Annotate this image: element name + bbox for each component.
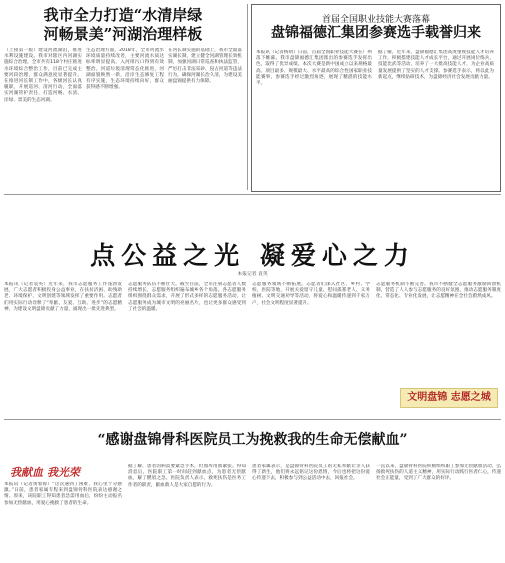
right-col-2: 据了解，近年来，盘锦福德汇集团高度重视技能人才培养工作，积极搭建技能人才成长平台，通过开展岗位练兵、技能比武等活动，培养了一大批高技能人才，为企业高质量发展提供了坚实的人才支撑。参赛选手表示，将以此为新起点，继续钻研技术，为盘锦经济社会发展贡献力量。 [378, 50, 494, 80]
bottom-col-1: 本报讯（记者黄蓉蓉）“这次遇到了困难，我心里十分感激。”日前，患者家属专程来到盘锦骨科医院表达感谢之情。原来，该院职工得知患者急需用血后，纷纷主动报名参加无偿献血，用爱心挽救了患者的生命。 [4, 482, 122, 506]
left-headline [8, 6, 238, 44]
section-rule-top [4, 194, 501, 195]
right-kicker: 首届全国职业技能大赛落幕 [321, 15, 430, 25]
volunteer-city-badge: 文明盘锦 志愿之城 [400, 388, 498, 408]
left-headline-line1: 我市全力打造“水清岸绿 [43, 6, 203, 24]
middle-col-2: 志愿服务队伍不断壮大。截至目前，全市注册志愿者人数持续增长，志愿服务组织遍布城乡各个角落。各志愿服务组织围绕群众需求，开展了形式多样的志愿服务活动，让志愿服务成为城市文明的亮丽名片，也让更多群众感受到了社会的温暖。 [128, 282, 246, 312]
middle-col-4: 志愿服务机制不断完善。我市不断健全志愿服务激励回馈机制，营造了人人参与志愿服务的良好氛围，推动志愿服务制度化、常态化、专业化发展，让志愿精神在全社会蔚然成风。 [376, 282, 501, 300]
left-col-3: 在河长制实施的基础上，我市全面落实湖长制，建立健全河湖管理长效机制，加强河湖日常巡查和执法监管，严厉打击非法采砂、侵占河道等违法行为，确保河湖长治久清，为建设美丽盘锦提供有力保障。 [168, 48, 242, 85]
left-col-2: 生态治理方面，2018年，全市河流水环境质量持续改善，主要河流水质达标率明显提高，入河排污口得到有效整治，河道垃圾清理常态化推进，河湖面貌焕然一新，沿岸生态修复工程有序实施，生态环境持续向好，群众获得感不断增强。 [86, 48, 164, 91]
section-rule-bottom [4, 419, 501, 420]
left-headline-line2: 河畅景美”河湖治理样板 [43, 25, 203, 43]
blood-donation-tag: 我献血 我光荣 [10, 466, 80, 479]
middle-headline: 点公益之光 凝爱心之力 [90, 241, 415, 270]
bottom-headline: “感谢盘锦骨科医院员工为挽救我的生命无偿献血” [97, 432, 408, 448]
column-divider [247, 4, 248, 190]
bottom-col-4: 一直以来，盘锦骨科医院积极组织职工参加无偿献血活动，弘扬救死扶伤的人道主义精神，用实际行动践行医者仁心，传递社会正能量，受到了广大群众的好评。 [376, 464, 501, 482]
right-col-1: 本报讯（记者杨靖）日前，首届全国职业技能大赛在广州落下帷幕。我市盘锦福德汇集团派出的参赛选手发挥出色，取得了优异成绩。本次大赛是新中国成立以来规格最高、项目最多、规模最大、水平最高的综合性国家职业技能赛事，参赛选手经过激烈角逐，展现了精湛的技能水平。 [256, 50, 372, 87]
bottom-col-2: 据了解，患者因病需要紧急手术，但血库用血紧张。得知消息后，医院职工第一时间赶到献血点，为患者无偿献血，解了燃眉之急。医院负责人表示，救死扶伤是医务工作者的职责，献血救人是大家自愿的行为。 [128, 464, 246, 488]
left-col-1: （上接第一版）建设河流湖泊，推进水利设施建设。我市对辖区内河湖实施综合治理，全市共有118个村庄推进水环境综合整治工作，目前已完成主要河段治理，群众满意度显著提升。在推进河长制工作中，各级河长认真履职，开展巡河、清河行动，全面落实河湖管护责任，打造河畅、水清、岸绿、景美的生态河湖。 [4, 48, 82, 103]
middle-byline: 本报记者 袁英 [237, 272, 268, 277]
middle-col-1: 本报讯（记者袁英）近年来，我市志愿服务工作蓬勃发展，广大志愿者积极投身公益事业，在扶贫济困、助残助老、环境保护、文明创建等领域发挥了重要作用。志愿者们用实际行动诠释了“奉献、友爱、互助、进步”的志愿精神，为建设文明盘锦贡献了力量，涌现出一批先进典型。 [4, 282, 122, 312]
right-headline: 盘锦福德汇集团参赛选手载誉归来 [271, 25, 481, 41]
bottom-col-3: 患者家属表示，是盘锦骨科医院员工的无私奉献让亲人获得了新生，他们将永远铭记这份恩情，今后也将把这份爱心传递下去，积极参与到公益活动中去，回报社会。 [252, 464, 370, 482]
middle-col-3: 志愿服务领域不断拓展。志愿者们深入社区、乡村、学校、医院等地，开展关爱留守儿童、慰问孤寡老人、义务植树、文明交通劝导等活动，将爱心和温暖传递到千家万户，社会文明程度显著提升。 [252, 282, 370, 306]
